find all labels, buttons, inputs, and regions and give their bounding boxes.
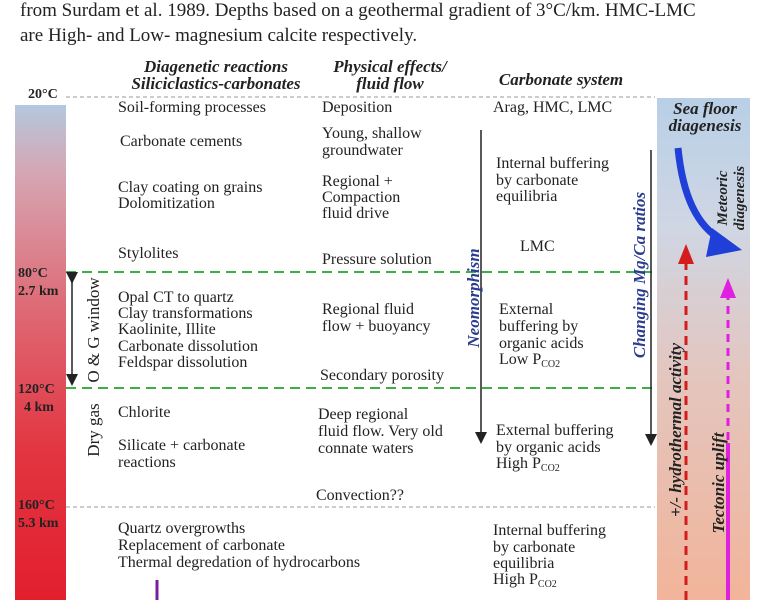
neomorphism-label: Neomorphism <box>464 248 483 348</box>
carb-item: External buffering <box>496 422 614 439</box>
phys-item: Convection?? <box>316 487 404 504</box>
pco2-subscript: CO2 <box>540 463 560 474</box>
carb-item: buffering by <box>499 318 579 335</box>
carb-low-p: Low P <box>499 351 542 368</box>
phys-item: fluid flow. Very old <box>318 423 443 440</box>
diag-item: Clay coating on grains <box>118 179 263 196</box>
mg-ca-label: Changing Mg/Ca ratios <box>630 191 649 359</box>
phys-item: connate waters <box>318 440 414 457</box>
phys-item: Regional fluid <box>322 301 414 318</box>
carb-item: LMC <box>520 238 555 255</box>
carb-item: by carbonate <box>496 172 579 189</box>
meteoric-label <box>715 153 751 243</box>
carb-item: by organic acids <box>496 439 601 456</box>
phys-item: fluid drive <box>322 205 390 222</box>
diag-item: Quartz overgrowths <box>118 520 246 537</box>
diag-item: Opal CT to quartz <box>118 289 234 306</box>
depth-120c: 4 km <box>24 400 54 415</box>
header-diagenetic <box>116 58 316 92</box>
carb-item: External <box>499 301 554 318</box>
header-diagenetic-line1: Diagenetic reactions <box>143 57 288 76</box>
phys-item: Secondary porosity <box>320 367 444 384</box>
phys-item: groundwater <box>322 142 403 159</box>
carb-item: equilibria <box>496 188 558 205</box>
depth-80c: 2.7 km <box>18 284 59 299</box>
carb-item: organic acids <box>499 335 584 352</box>
carb-high-p: High P <box>496 455 541 472</box>
diag-item: Kaolinite, Illite <box>118 321 216 338</box>
carb-item: Arag, HMC, LMC <box>493 99 613 116</box>
header-physical-line1: Physical effects/ <box>333 57 447 76</box>
header-diagenetic-line2: Siliciclastics-carbonates <box>131 74 301 93</box>
diag-item: Chlorite <box>118 404 171 421</box>
diag-item: Stylolites <box>118 245 179 262</box>
diag-item: Feldspar dissolution <box>118 354 248 371</box>
caption-line-1: from Surdam et al. 1989. Depths based on a geothermal gradient of 3°C/km. HMC-LMC <box>20 0 696 21</box>
diag-item: Dolomitization <box>118 195 215 212</box>
temp-120c: 120°C <box>18 382 55 397</box>
caption-line-2: are High- and Low- magnesium calcite respectively. <box>20 25 418 46</box>
phys-item: Deposition <box>322 99 393 116</box>
og-window-label: O & G window <box>84 277 103 383</box>
depth-160c: 5.3 km <box>18 516 59 531</box>
header-sea-floor <box>660 100 750 134</box>
hydrothermal-label: +/- hydrothermal activity <box>666 343 685 518</box>
diag-item: Carbonate dissolution <box>118 338 258 355</box>
tectonic-uplift-label: Tectonic uplift <box>709 432 728 534</box>
diag-item: Soil-forming processes <box>118 99 266 116</box>
diag-item: Clay transformations <box>118 305 253 322</box>
carb-high-p-2: High P <box>493 571 538 588</box>
diag-item: Silicate + carbonate <box>118 437 246 454</box>
meteoric-label-line1: Meteoric <box>715 170 731 226</box>
header-sea-floor-line2: diagenesis <box>668 116 742 135</box>
pco2-subscript: CO2 <box>541 359 561 370</box>
carb-item: Internal buffering <box>496 155 609 172</box>
header-sea-floor-line1: Sea floor <box>673 99 737 118</box>
phys-item: flow + buoyancy <box>322 318 431 335</box>
carb-item <box>496 456 560 474</box>
diag-item: Carbonate cements <box>120 133 243 150</box>
carb-item <box>499 352 560 370</box>
diag-item: Replacement of carbonate <box>118 537 286 554</box>
pco2-subscript: CO2 <box>537 579 557 590</box>
phys-item: Pressure solution <box>322 251 432 268</box>
temp-80c: 80°C <box>18 266 48 281</box>
meteoric-label-line2: diagenesis <box>732 165 748 231</box>
carb-item <box>493 572 557 590</box>
dry-gas-label: Dry gas <box>84 403 103 457</box>
temp-160c: 160°C <box>18 498 55 513</box>
carb-item: equilibria <box>493 555 555 572</box>
phys-item: Compaction <box>322 189 401 206</box>
phys-item: Young, shallow <box>322 125 422 142</box>
header-physical-line2: fluid flow <box>356 74 424 93</box>
diag-item: reactions <box>118 454 176 471</box>
carb-item: Internal buffering <box>493 522 606 539</box>
diag-item: Thermal degredation of hydrocarbons <box>118 554 361 571</box>
phys-item: Regional + <box>322 173 393 190</box>
phys-item: Deep regional <box>318 406 409 423</box>
carb-item: by carbonate <box>493 539 576 556</box>
header-physical <box>320 58 460 92</box>
header-carbonate: Carbonate system <box>498 70 624 89</box>
temp-20c: 20°C <box>28 87 58 102</box>
